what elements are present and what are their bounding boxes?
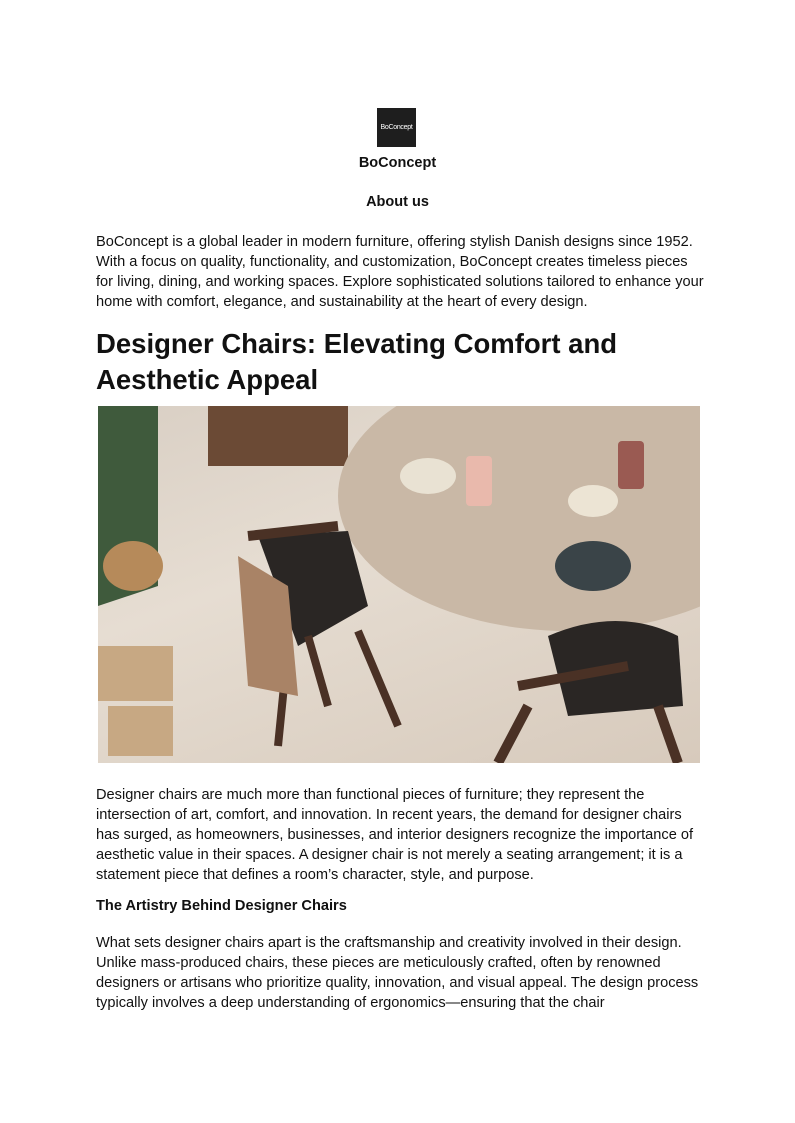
gift-box-2 (108, 706, 173, 756)
gift-box (98, 646, 173, 701)
sideboard (208, 406, 348, 466)
photo-illustration (98, 406, 700, 763)
basket (103, 541, 163, 591)
about-heading: About us (366, 194, 429, 210)
section-paragraph: What sets designer chairs apart is the craftsmanship and creativity involved in their design. Unlike mass-produced chairs, these pieces are meticulously crafted, often by renowned designers or artisans who prioritize quality, innovation, and visual appeal. The design process typically involves a deep understanding of ergonomics—ensuring that the chair (96, 935, 699, 1011)
logo-text: BoConcept (380, 124, 413, 131)
boconcept-logo (377, 108, 416, 147)
article-title: Designer Chairs: Elevating Comfort and Aesthetic Appeal (96, 328, 618, 395)
marble-table (338, 406, 700, 631)
about-paragraph: BoConcept is a global leader in modern furniture, offering stylish Danish designs since 1952. With a focus on quality, functionality, and customization, BoConcept creates timeless pieces for living, dining, and working spaces. Explore sophisticated solutions tailored to enhance your home with comfort, elegance, and sustainability at the heart of every design. (96, 234, 704, 310)
section-heading: The Artistry Behind Designer Chairs (96, 898, 347, 914)
dining-room-photo (98, 406, 700, 763)
intro-paragraph: Designer chairs are much more than functional pieces of furniture; they represent the intersection of art, comfort, and innovation. In recent years, the demand for designer chairs has surged, as homeowners, businesses, and interior designers recognize the importance of aesthetic value in their spaces. A designer chair is not merely a seating arrangement; it is a statement piece that defines a room’s character, style, and purpose. (96, 787, 694, 883)
brand-name: BoConcept (358, 155, 437, 171)
